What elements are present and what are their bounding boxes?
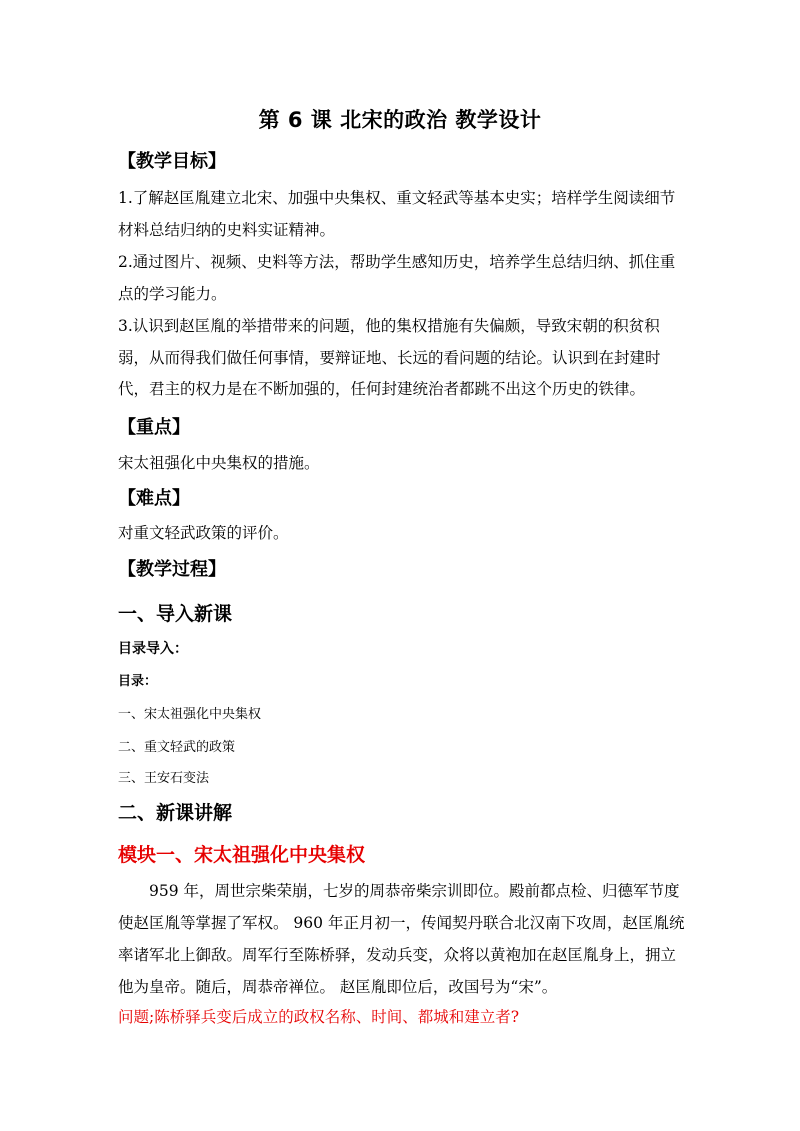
- section2-heading: 二、新课讲解: [118, 802, 233, 824]
- document-title: 第 6 课 北宋的政治 教学设计: [258, 108, 542, 132]
- objective-1: 1.了解赵匡胤建立北宋、加强中央集权、重文轻武等基本史实；培样学生阅读细节材料总结归纳的史料实证精神。: [118, 189, 676, 239]
- toc-item: 二、重文轻武的政策: [118, 740, 236, 755]
- key-point-heading: 【重点】: [118, 417, 190, 438]
- difficult-point-heading: 【难点】: [118, 488, 190, 509]
- module1-narrative: 959 年，周世宗柴荣崩，七岁的周恭帝柴宗训即位。殿前都点检、归德军节度使赵匡胤等掌握了军权。 960 年正月初一，传闻契丹联合北汉南下攻周，赵匡胤统率诸军北上御敌。周军行至陈桥驿，发动兵变，众将以黄袍加在赵匡胤身上，拥立他为皇帝。随后，周恭帝禅位。 赵匡胤即位后，改国号为“宋”。: [118, 882, 685, 996]
- difficult-point-text: 对重文轻武政策的评价。: [118, 524, 289, 542]
- section1-heading: 一、导入新课: [118, 603, 233, 625]
- toc-item: 一、宋太祖强化中央集权: [118, 707, 262, 722]
- toc-label: 目录：: [118, 674, 158, 689]
- toc-item: 三、王安石变法: [118, 771, 210, 786]
- process-heading: 【教学过程】: [118, 559, 226, 580]
- module1-question: 问题;陈桥驿兵变后成立的政权名称、时间、都城和建立者?: [118, 1008, 520, 1026]
- module1-heading: 模块一、宋太祖强化中央集权: [118, 844, 366, 866]
- objectives-heading: 【教学目标】: [118, 151, 226, 172]
- key-point-text: 宋太祖强化中央集权的措施。: [118, 454, 320, 472]
- toc-intro-label: 目录导入：: [118, 641, 188, 657]
- objective-3: 3.认识到赵匡胤的举措带来的问题，他的集权措施有失偏颇，导致宋朝的积贫积弱，从而得我们做任何事情，要辩证地、长远的看问题的结论。认识到在封建时代，君主的权力是在不断加强的，任何封建统治者都跳不出这个历史的铁律。: [118, 317, 661, 398]
- objective-2: 2.通过图片、视频、史料等方法，帮助学生感知历史，培养学生总结归纳、抓住重点的学习能力。: [118, 253, 676, 303]
